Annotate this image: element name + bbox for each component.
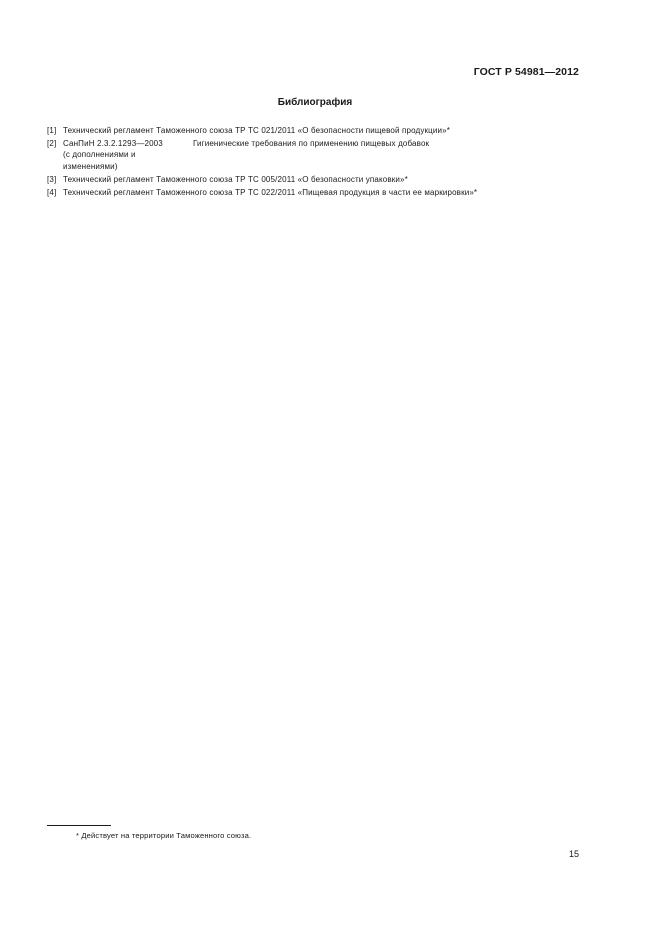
bibliography-title: Библиография (277, 97, 353, 108)
bibliography-entry-2 (47, 138, 607, 172)
entry-number: [4] (47, 187, 57, 197)
entry-number: [2] (47, 138, 57, 148)
entry-text: Технический регламент Таможенного союза ТР ТС 022/2011 «Пищевая продукция в части ее маркировки»* (63, 187, 478, 197)
entry-body (63, 138, 607, 149)
document-standard-id: ГОСТ Р 54981—2012 (473, 66, 579, 78)
bibliography-entry-1 (47, 125, 607, 136)
entry-text: Гигиенические требования по применению пищевых добавок (193, 138, 430, 148)
bibliography-entry-4 (47, 187, 607, 198)
entry-code-note: (с дополнениями и (63, 150, 136, 160)
bibliography-entry-3 (47, 174, 607, 185)
footnote-text: * Действует на территории Таможенного союза. (76, 831, 252, 840)
entry-text: Технический регламент Таможенного союза ТР ТС 005/2011 «О безопасности упаковки»* (63, 174, 408, 184)
entry-code: СанПиН 2.3.2.1293—2003 (63, 138, 163, 148)
page-number: 15 (568, 849, 579, 859)
footnote-separator (47, 825, 111, 826)
bibliography-list (47, 125, 607, 199)
entry-code-note: изменениями) (63, 161, 118, 171)
entry-number: [1] (47, 126, 57, 135)
entry-number: [3] (47, 174, 57, 184)
entry-text: Технический регламент Таможенного союза ТР ТС 021/2011 «О безопасности пищевой продукции»* (63, 126, 450, 135)
